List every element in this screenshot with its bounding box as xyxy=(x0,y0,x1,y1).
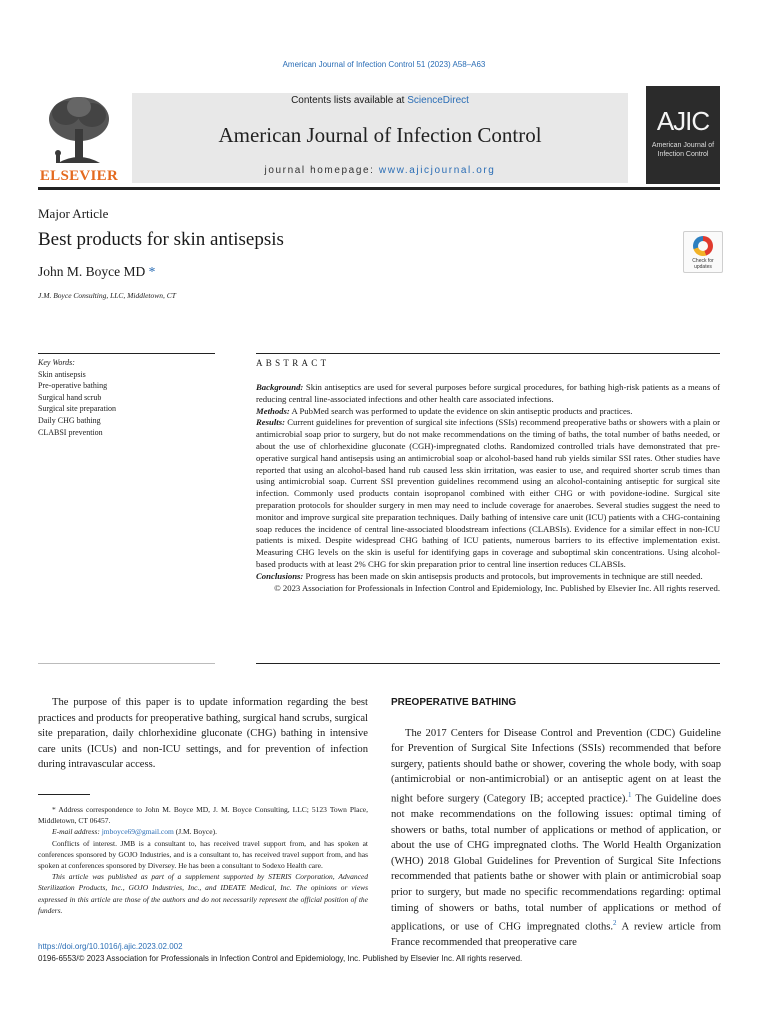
email-note xyxy=(38,826,368,837)
journal-homepage xyxy=(132,165,628,176)
journal-banner xyxy=(132,93,628,183)
ajic-cover-subtitle: American Journal of Infection Control xyxy=(651,142,715,158)
abstract-background xyxy=(256,382,720,406)
crossmark-icon xyxy=(693,236,713,256)
abstract-copyright: © 2023 Association for Professionals in Infection Control and Epidemiology, Inc. Published by Elsevier Inc. All rights reserved. xyxy=(274,582,720,593)
conclusions-text: Progress has been made on skin antisepsis products and protocols, but improvements in technique are still needed. xyxy=(303,570,703,581)
background-label: Background: xyxy=(256,382,304,392)
journal-citation[interactable]: American Journal of Infection Control 51 (2023) A58–A63 xyxy=(282,60,486,69)
bathing-text-a: The 2017 Centers for Disease Control and Prevention (CDC) Guideline for Prevention of Surgical Site Infections (SSIs) recommended that before surgery, patients should bathe or shower, covering the whole body, with soap (antimicrobial or non-antimicrobial) or an antiseptic agent on at least the night before surgery (Category IB; accepted practice). xyxy=(391,727,721,805)
keywords-top-rule xyxy=(38,353,215,354)
keywords-bottom-rule xyxy=(38,663,215,664)
keywords-block xyxy=(38,357,215,438)
conclusions-label: Conclusions: xyxy=(256,570,304,581)
keyword-item: CLABSI prevention xyxy=(38,427,103,437)
reference-link[interactable]: 1 xyxy=(628,790,632,799)
abstract-bottom-rule xyxy=(256,663,720,664)
contents-line xyxy=(132,95,628,106)
issn-copyright: 0196-6553/© 2023 Association for Professionals in Infection Control and Epidemiology, Inc. Published by Elsevier Inc. All rights reserved. xyxy=(38,954,523,963)
abstract-heading: ABSTRACT xyxy=(256,358,330,368)
background-text: Skin antiseptics are used for several purposes before surgical procedures, for bathing high-risk patients as a means of reducing central line-associated infections and other health care associated infections. xyxy=(256,382,720,404)
results-text: Current guidelines for prevention of surgical site infections (SSIs) recommend preoperative baths or showers with a plain or antimicrobial soap prior to surgery, but do not make recommendations on the timing of baths, the total number of baths needed, or about the use of chlorhexidine gluconate (CGH)-impregnated cloths. Randomized controlled trials have demonstrated that pre-operative surgical hand antisepsis using an antimicrobial soap or alcohol-based hand rub yields similar SSI rates. Other studies have reported that using an alcohol-based hand rub caused less skin irritation, was easier to use, and required shorter scrub times than using antimicrobial soap. Current SSI prevention guidelines recommend using an alcohol-containing antiseptic for surgical site infection. Commonly used products contain isopropanol combined with either CHG or with povidone-iodine. Surgical site preparation protocols for shoulder surgery in men may need to include coverage for anaerobes. Several studies suggest the need to monitor and improve surgical site preparation techniques. Daily bathing of intensive care unit (ICU) patients with a CHG-containing soap reduces the incidence of central line-associated bloodstream infections (CLABSIs). Evidence for a similar effect in non-ICU patients is mixed. Despite widespread CHG bathing of ICU patients, numerous barriers to its effective implementation exist. Measuring CHG levels on the skin is useful for identifying gaps in coverage and suboptimal skin concentrations. Using alcohol-based products with at least 2% CHG for skin preparation prior to central line insertion reduces CLABSIs. xyxy=(256,417,720,569)
keyword-item: Daily CHG bathing xyxy=(38,415,101,425)
keyword-item: Skin antisepsis xyxy=(38,369,86,379)
body-column-left xyxy=(38,695,368,773)
homepage-link[interactable]: www.ajicjournal.org xyxy=(378,165,496,176)
sciencedirect-link[interactable]: ScienceDirect xyxy=(407,95,469,106)
contents-prefix: Contents lists available at xyxy=(291,95,408,106)
elsevier-logo xyxy=(38,93,120,185)
homepage-prefix: journal homepage: xyxy=(264,165,379,176)
intro-paragraph: The purpose of this paper is to update information regarding the best practices and products for preoperative bathing, surgical hand scrubs, surgical site preparation, daily chlorhexidine gluconate (CHG) bathing in intensive care units (ICUs) and non-ICU settings, and for prevention of infection during intravascular access. xyxy=(38,697,368,771)
crossmark-label: Check for updates xyxy=(692,258,714,270)
conflicts-note: Conflicts of interest. JMB is a consultant to, has received travel support from, and has spoken at conferences sponsored by GOJO Industries, and is a consultant to, has received travel support from, and has spoken at conferences sponsored by Diversey. He has been a consultant to Sodexo Health care. xyxy=(38,838,368,871)
tree-icon xyxy=(38,93,120,167)
author-affiliation: J.M. Boyce Consulting, LLC, Middletown, CT xyxy=(38,291,176,300)
header-divider xyxy=(38,187,720,190)
article-type: Major Article xyxy=(38,206,109,221)
abstract-body xyxy=(256,382,720,594)
abstract-conclusions xyxy=(256,571,720,583)
results-label: Results: xyxy=(256,417,285,428)
article-title: Best products for skin antisepsis xyxy=(38,229,284,250)
abstract-top-rule xyxy=(256,353,720,354)
bathing-paragraph xyxy=(391,726,721,951)
reference-link[interactable]: 2 xyxy=(613,919,617,928)
body-column-right xyxy=(391,695,721,951)
abstract-methods xyxy=(256,406,720,418)
check-for-updates-button[interactable] xyxy=(683,231,723,273)
correspondence-note: * Address correspondence to John M. Boyce MD, J. M. Boyce Consulting, LLC; 5123 Town Place, Middletown, CT 06457. xyxy=(38,805,368,826)
abstract-results xyxy=(256,417,720,570)
journal-title: American Journal of Infection Control xyxy=(218,123,542,147)
bathing-text-c: A review article from France recommended that preoperative care xyxy=(391,921,721,949)
author-name[interactable]: John M. Boyce MD xyxy=(38,264,146,279)
footnote-rule xyxy=(38,794,90,795)
footnotes xyxy=(38,804,368,916)
elsevier-wordmark: ELSEVIER xyxy=(39,168,119,184)
email-label: E-mail address: xyxy=(52,827,100,837)
ajic-logo: AJIC xyxy=(656,106,710,136)
bathing-text-b: The Guideline does not make recommendations on the following issues: optimal timing of showers or baths, total number of applications or method of application, or about the use of CHG impregnated cloths. The World Health Organization (WHO) 2018 Global Guidelines for Prevention of Surgical Site Infections recommended that patients bathe or shower with plain or antimicrobial soap prior to surgery, but made no specific recommendations regarding: optimal timing of showers or baths, total number of applications or method of applications, or use of CHG impregnated cloths. xyxy=(391,793,721,933)
supplement-note: This article was published as part of a supplement supported by STERIS Corporation, Advanced Sterilization Products, Inc., GOJO Industries, Inc., and IDEATE Medical, Inc. The opinions or views expressed in this article are those of the authors and do not necessarily represent the official position of the funders. xyxy=(38,872,368,915)
doi-link[interactable]: https://doi.org/10.1016/j.ajic.2023.02.002 xyxy=(38,942,183,951)
email-suffix: (J.M. Boyce). xyxy=(173,827,217,837)
methods-label: Methods: xyxy=(256,405,290,416)
correspondence-mark[interactable]: * xyxy=(148,264,156,279)
keywords-heading: Key Words: xyxy=(38,358,75,367)
email-link[interactable]: jmboyce69@gmail.com xyxy=(101,827,174,837)
keyword-item: Surgical site preparation xyxy=(38,404,117,414)
section-heading: PREOPERATIVE BATHING xyxy=(391,697,517,708)
author-line xyxy=(38,264,155,280)
journal-cover[interactable] xyxy=(646,86,720,184)
methods-text: A PubMed search was performed to update the evidence on skin antiseptic products and practices. xyxy=(289,405,633,416)
keyword-item: Surgical hand scrub xyxy=(38,392,102,402)
keyword-item: Pre-operative bathing xyxy=(38,381,108,391)
